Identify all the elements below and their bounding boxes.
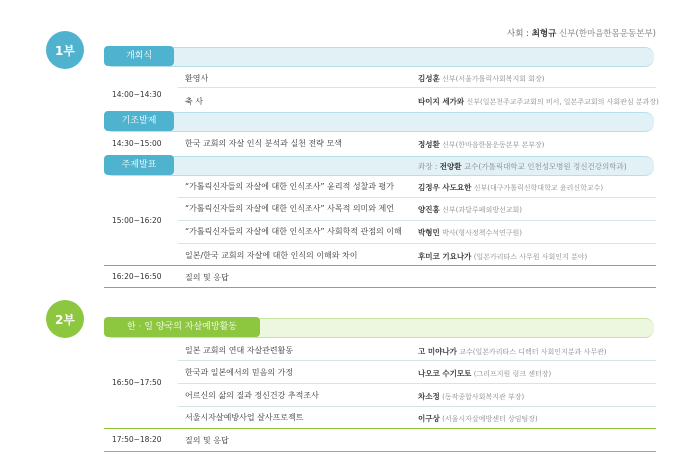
part2-row-3-speaker <box>418 391 524 402</box>
presentation-row-1-title: “가톨릭신자들의 자살에 대한 인식조사” 윤리적 성찰과 평가 <box>185 182 395 191</box>
opening-row-2-title: 축 사 <box>185 97 203 106</box>
presentation-row-4-speaker <box>418 251 587 262</box>
speaker-name: 양진홍 <box>418 205 440 214</box>
keynote-title: 한국 교회의 자살 인식 분석과 실천 전략 모색 <box>185 139 342 148</box>
chair-name: 전양환 <box>439 162 462 171</box>
opening-time: 14:00~14:30 <box>112 90 162 99</box>
speaker-name: 차소정 <box>418 392 440 401</box>
speaker-affiliation: 교수(일본카리타스 디렉터 사회인지분과 사무관) <box>459 348 607 356</box>
presentations-time: 15:00~16:20 <box>112 216 162 225</box>
speaker-name: 후미코 기요나가 <box>418 252 472 261</box>
speaker-affiliation: 신부(대구가톨릭신학대학교 윤리신학교수) <box>473 184 604 192</box>
row-divider <box>178 243 656 244</box>
opening-label: 개회식 <box>104 46 174 66</box>
keynote-band <box>104 112 654 132</box>
part2-row-2-speaker <box>418 368 551 379</box>
part2-section-label: 한 · 일 양국의 자살예방활동 <box>104 317 260 337</box>
qa2-time: 17:50~18:20 <box>112 435 162 444</box>
part2-badge: 2부 <box>46 300 84 338</box>
speaker-affiliation: (일본카리타스 사무원 사회인지 분야) <box>473 253 588 261</box>
presentation-row-2-title: “가톨릭신자들의 자살에 대한 인식조사” 사목적 의미와 제언 <box>185 204 395 213</box>
presentations-label: 주제발표 <box>104 155 174 175</box>
speaker-name: 박형민 <box>418 228 440 237</box>
keynote-time: 14:30~15:00 <box>112 139 162 148</box>
row-divider <box>178 220 656 221</box>
speaker-name: 김정우 사도요한 <box>418 183 472 192</box>
speaker-name: 타이지 세가와 <box>418 97 465 106</box>
row-divider <box>178 87 656 88</box>
qa1-title: 질의 및 응답 <box>185 273 229 282</box>
opening-row-1-title: 환영사 <box>185 74 209 83</box>
part1-badge: 1부 <box>46 31 84 69</box>
keynote-speaker <box>418 139 545 150</box>
row-divider <box>178 197 656 198</box>
presentation-row-3-title: “가톨릭신자들의 자살에 대한 인식조사” 사회학적 관점의 이해 <box>185 227 402 236</box>
speaker-affiliation: (서울시자살예방센터 상임팀장) <box>442 415 538 423</box>
speaker-name: 이구상 <box>418 414 440 423</box>
speaker-name: 정성환 <box>418 140 440 149</box>
speaker-affiliation: 신부(과달루페외방선교회) <box>442 206 522 214</box>
part2-row-3-title: 어르신의 삶의 질과 정신건강 추적조사 <box>185 391 319 400</box>
part2-row-1-speaker <box>418 346 607 357</box>
moderator-line <box>507 27 656 39</box>
moderator-name: 최형규 <box>531 29 557 39</box>
opening-row-2-speaker <box>418 96 659 107</box>
speaker-affiliation: 신부(서울가톨릭사회복지회 회장) <box>442 75 545 83</box>
moderator-label: 사회 : <box>506 29 529 39</box>
chair-label: 좌장 : <box>418 162 438 171</box>
row-divider <box>178 383 656 384</box>
keynote-label: 기조발제 <box>104 111 174 131</box>
moderator-affiliation: 신부(한마음한몸운동본부) <box>559 29 656 39</box>
speaker-affiliation: 박사(형사정책수석연구원) <box>442 229 522 237</box>
opening-row-1-speaker <box>418 73 545 84</box>
row-divider <box>178 360 656 361</box>
part2-row-4-speaker <box>418 413 538 424</box>
chair-affiliation: 교수(가톨릭대학교 인천성모병원 정신건강의학과) <box>463 162 627 171</box>
chair-line <box>418 161 627 172</box>
part2-bottom-line <box>104 451 656 452</box>
speaker-affiliation: 신부(일본천주교주교회의 비서, 일본주교회의 사회관심 분과장) <box>466 98 659 106</box>
presentation-row-4-title: 일본/한국 교회의 자살에 대한 인식의 이해와 차이 <box>185 251 358 260</box>
speaker-name: 나오코 수기모토 <box>418 369 472 378</box>
qa1-time: 16:20~16:50 <box>112 272 162 281</box>
speaker-affiliation: 신부(한마음한몸운동본부 본부장) <box>442 141 545 149</box>
presentation-row-3-speaker <box>418 227 522 238</box>
part2-row-4-title: 서울시자살예방사업 살사프로젝트 <box>185 413 304 422</box>
section-divider <box>104 265 656 266</box>
part1-bottom-line <box>104 287 656 288</box>
speaker-affiliation: (그리프지원 링크 센터장) <box>473 370 552 378</box>
section-divider <box>104 428 656 429</box>
speaker-affiliation: (동작종합사회복지관 부장) <box>442 393 525 401</box>
presentation-row-2-speaker <box>418 204 522 215</box>
part2-time: 16:50~17:50 <box>112 378 162 387</box>
row-divider <box>178 406 656 407</box>
presentation-row-1-speaker <box>418 182 603 193</box>
part2-row-1-title: 일본 교회의 연대 자살관련활동 <box>185 346 294 355</box>
speaker-name: 고 미야나가 <box>418 347 457 356</box>
speaker-name: 김성훈 <box>418 74 440 83</box>
opening-band <box>104 47 654 67</box>
part2-row-2-title: 한국과 일본에서의 믿음의 가정 <box>185 368 294 377</box>
qa2-title: 질의 및 응답 <box>185 436 229 445</box>
